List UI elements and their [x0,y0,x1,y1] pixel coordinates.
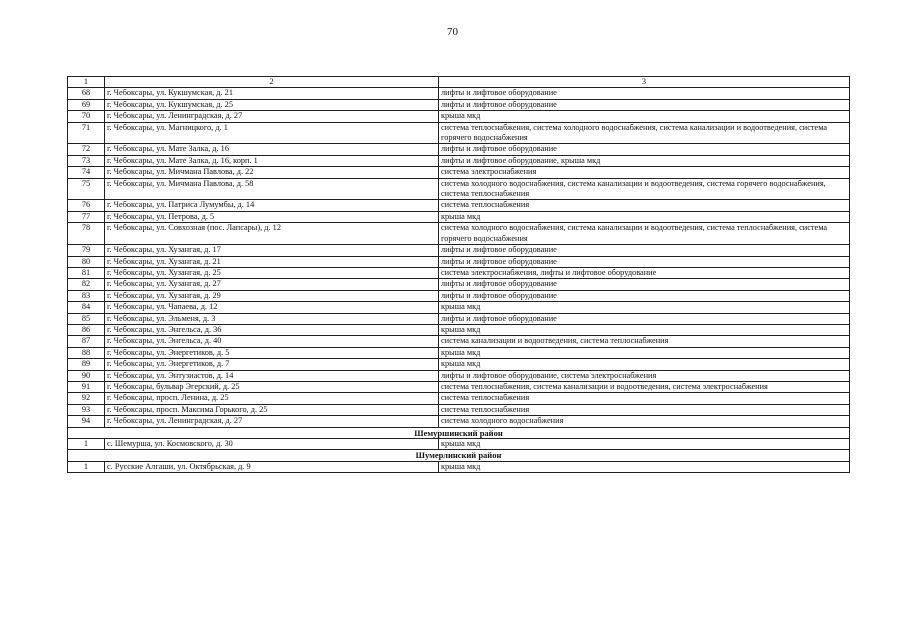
row-number: 69 [68,99,105,110]
row-systems: крыша мкд [439,461,850,472]
row-number: 84 [68,302,105,313]
row-number: 88 [68,347,105,358]
row-systems: крыша мкд [439,211,850,222]
row-address: г. Чебоксары, ул. Мате Залка, д. 16, корп. 1 [105,155,439,166]
row-address: г. Чебоксары, ул. Кукшумская, д. 21 [105,88,439,99]
row-systems: система теплоснабжения, система холодного водоснабжения, система канализации и водоотведения, система горячего водоснабжения [439,122,850,144]
row-systems: система холодного водоснабжения, система канализации и водоотведения, система теплоснабжения, система горячего водоснабжения [439,223,850,245]
row-number: 92 [68,393,105,404]
table-row [68,381,850,392]
row-systems: лифты и лифтовое оборудование [439,144,850,155]
row-systems: лифты и лифтовое оборудование [439,88,850,99]
row-number: 74 [68,167,105,178]
row-number: 81 [68,267,105,278]
row-number: 91 [68,381,105,392]
row-systems: лифты и лифтовое оборудование, система электроснабжения [439,370,850,381]
row-number: 1 [68,439,105,450]
row-address: г. Чебоксары, просп. Максима Горького, д. 25 [105,404,439,415]
row-systems: крыша мкд [439,111,850,122]
table-row [68,144,850,155]
row-systems: лифты и лифтовое оборудование [439,256,850,267]
row-number: 77 [68,211,105,222]
table-row [68,99,850,110]
row-address: г. Чебоксары, ул. Хузангая, д. 17 [105,245,439,256]
page-number: 70 [447,26,458,38]
district-title: Шемуршинский район [68,427,850,438]
row-number: 68 [68,88,105,99]
row-number: 80 [68,256,105,267]
row-address: г. Чебоксары, ул. Патриса Лумумбы, д. 14 [105,200,439,211]
row-address: г. Чебоксары, ул. Мичмана Павлова, д. 22 [105,167,439,178]
row-systems: система теплоснабжения [439,393,850,404]
row-number: 78 [68,223,105,245]
row-address: г. Чебоксары, ул. Мате Залка, д. 16 [105,144,439,155]
table-row [68,122,850,144]
table-row [68,416,850,427]
row-address: с. Шемурша, ул. Космовского, д. 30 [105,439,439,450]
row-address: г. Чебоксары, ул. Хузангая, д. 25 [105,267,439,278]
table-row [68,200,850,211]
row-number: 85 [68,313,105,324]
table-row [68,290,850,301]
table-row [68,211,850,222]
row-address: г. Чебоксары, ул. Кукшумская, д. 25 [105,99,439,110]
row-systems: лифты и лифтовое оборудование [439,279,850,290]
row-address: г. Чебоксары, ул. Мичмана Павлова, д. 58 [105,178,439,200]
header-col-2: 2 [105,77,439,88]
row-address: г. Чебоксары, ул. Совхозная (пос. Лапсары), д. 12 [105,223,439,245]
row-systems: лифты и лифтовое оборудование [439,99,850,110]
table-row [68,370,850,381]
row-systems: система канализации и водоотведения, система теплоснабжения [439,336,850,347]
row-systems: крыша мкд [439,324,850,335]
header-col-3: 3 [439,77,850,88]
header-col-1: 1 [68,77,105,88]
table-row [68,245,850,256]
row-address: г. Чебоксары, ул. Ленинградская, д. 27 [105,111,439,122]
row-address: г. Чебоксары, ул. Магницкого, д. 1 [105,122,439,144]
row-address: г. Чебоксары, ул. Чапаева, д. 12 [105,302,439,313]
table-row [68,167,850,178]
row-address: г. Чебоксары, бульвар Эгерский, д. 25 [105,381,439,392]
table-row [68,439,850,450]
row-systems: система электроснабжения, лифты и лифтовое оборудование [439,267,850,278]
row-systems: крыша мкд [439,302,850,313]
table-row [68,111,850,122]
row-address: г. Чебоксары, ул. Энергетиков, д. 7 [105,359,439,370]
row-address: г. Чебоксары, ул. Петрова, д. 5 [105,211,439,222]
repair-list-table [67,76,850,473]
row-number: 87 [68,336,105,347]
table-row [68,359,850,370]
row-number: 71 [68,122,105,144]
table-header-row [68,77,850,88]
row-address: г. Чебоксары, ул. Энтузиастов, д. 14 [105,370,439,381]
row-address: с. Русские Алгаши, ул. Октябрьская, д. 9 [105,461,439,472]
row-systems: лифты и лифтовое оборудование, крыша мкд [439,155,850,166]
row-number: 79 [68,245,105,256]
row-systems: система теплоснабжения [439,404,850,415]
row-address: г. Чебоксары, ул. Энергетиков, д. 5 [105,347,439,358]
row-number: 86 [68,324,105,335]
row-number: 76 [68,200,105,211]
row-address: г. Чебоксары, ул. Энгельса, д. 36 [105,324,439,335]
row-systems: крыша мкд [439,347,850,358]
row-systems: лифты и лифтовое оборудование [439,245,850,256]
row-systems: система теплоснабжения [439,200,850,211]
row-systems: лифты и лифтовое оборудование [439,313,850,324]
row-number: 70 [68,111,105,122]
row-address: г. Чебоксары, ул. Энгельса, д. 40 [105,336,439,347]
table-row [68,223,850,245]
row-number: 82 [68,279,105,290]
district-header-row [68,427,850,438]
table-row [68,347,850,358]
row-number: 1 [68,461,105,472]
table-row [68,302,850,313]
table-row [68,324,850,335]
row-address: г. Чебоксары, ул. Хузангая, д. 21 [105,256,439,267]
table-row [68,256,850,267]
row-number: 93 [68,404,105,415]
row-number: 89 [68,359,105,370]
row-number: 75 [68,178,105,200]
district-header-row [68,450,850,461]
row-number: 94 [68,416,105,427]
table-row [68,313,850,324]
row-number: 73 [68,155,105,166]
table-row [68,178,850,200]
row-systems: лифты и лифтовое оборудование [439,290,850,301]
row-systems: система холодного водоснабжения [439,416,850,427]
row-address: г. Чебоксары, ул. Хузангая, д. 27 [105,279,439,290]
table-row [68,461,850,472]
row-systems: крыша мкд [439,439,850,450]
row-systems: крыша мкд [439,359,850,370]
row-address: г. Чебоксары, ул. Хузангая, д. 29 [105,290,439,301]
row-systems: система электроснабжения [439,167,850,178]
table-row [68,267,850,278]
row-systems: система теплоснабжения, система канализации и водоотведения, система электроснабжения [439,381,850,392]
row-address: г. Чебоксары, ул. Эльменя, д. 3 [105,313,439,324]
table-row [68,279,850,290]
table-row [68,404,850,415]
row-number: 90 [68,370,105,381]
row-number: 72 [68,144,105,155]
row-number: 83 [68,290,105,301]
row-systems: система холодного водоснабжения, система канализации и водоотведения, система горячего водоснабжения, система теплоснабжения [439,178,850,200]
table-row [68,155,850,166]
row-address: г. Чебоксары, просп. Ленина, д. 25 [105,393,439,404]
table-row [68,88,850,99]
table-row [68,336,850,347]
table-row [68,393,850,404]
row-address: г. Чебоксары, ул. Ленинградская, д. 27 [105,416,439,427]
district-title: Шумерлинский район [68,450,850,461]
